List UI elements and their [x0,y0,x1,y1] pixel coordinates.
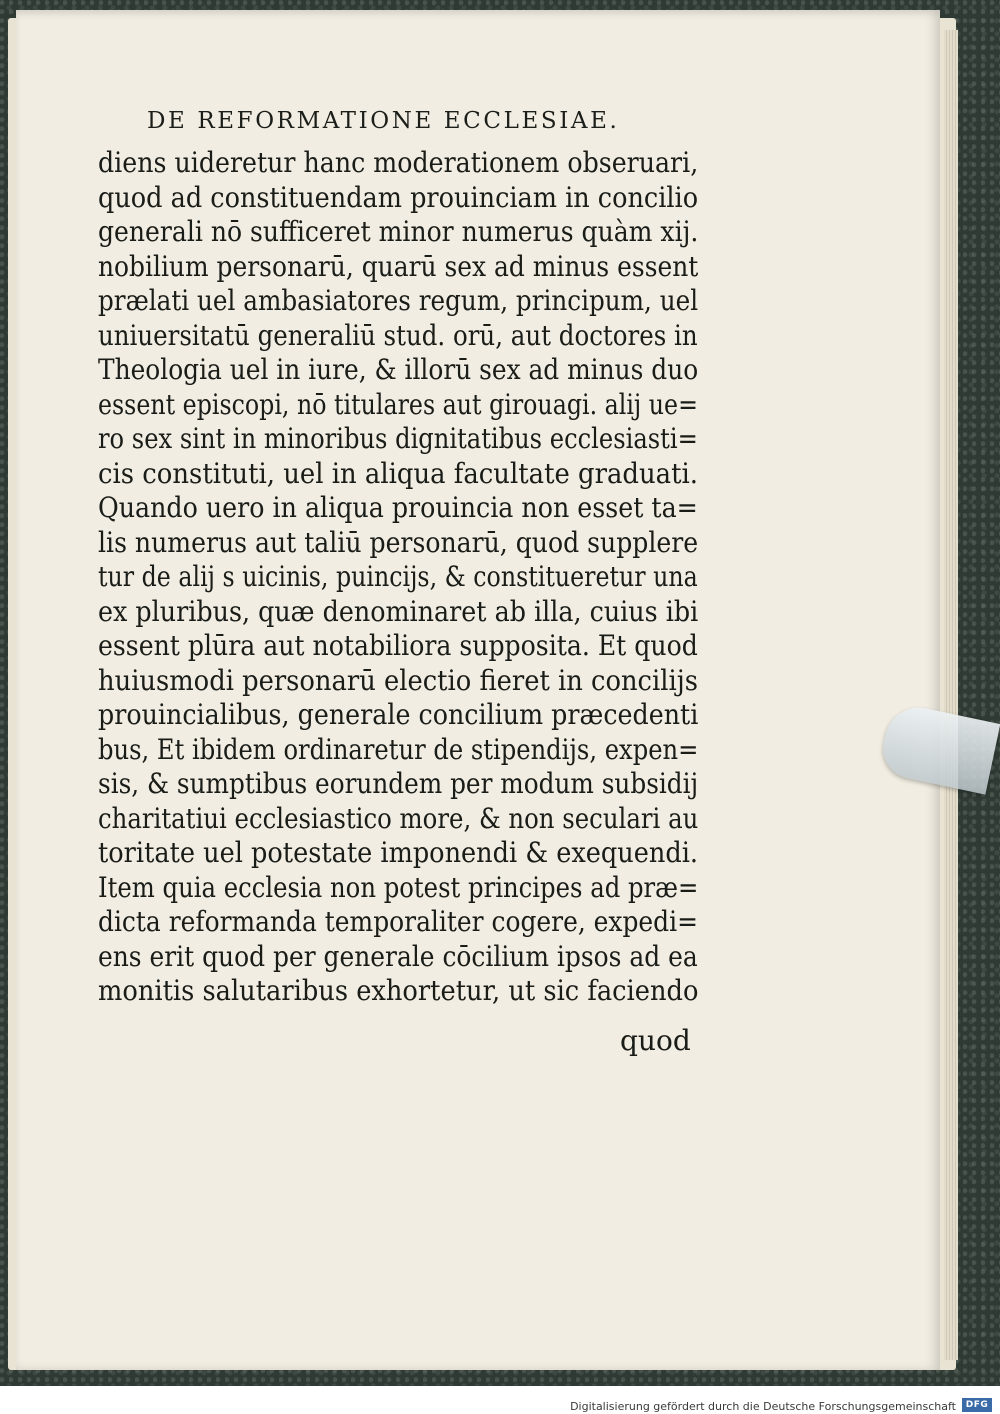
text-line: cis constituti, uel in aliqua facultate graduati. [98,456,699,490]
text-line: toritate uel potestate imponendi & exequendi. [98,836,699,869]
text-block [98,146,708,1009]
text-line: bus, Et ibidem ordinaretur de stipendijs, expen= [98,732,699,766]
text-line: Quando uero in aliqua prouincia non esset ta= [98,491,698,524]
text-line: generali nō sufficeret minor numerus quàm xij. [98,215,699,248]
text-line: essent plūra aut notabiliora supposita. Et quod [98,629,698,662]
text-line: ens erit quod per generale cōcilium ipsos ad ea [98,939,698,973]
text-line: huiusmodi personarū electio fieret in concilijs [98,663,698,697]
text-line: Theologia uel in iure, & illorū sex ad minus duo [98,353,699,386]
text-line: nobilium personarū, quarū sex ad minus essent [98,249,699,283]
text-line: ex pluribus, quæ denominaret ab illa, cuius ibi [98,594,699,628]
text-line: essent episcopi, nō titulares aut girouagi. alij ue= [98,387,698,421]
text-line: quod ad constituendam prouinciam in concilio [98,180,699,214]
text-line: monitis salutaribus exhortetur, ut sic faciendo [98,974,699,1007]
page-stack [944,30,958,1360]
footer-credit: Digitalisierung gefördert durch die Deutsche Forschungsgemeinschaft [570,1400,956,1413]
text-line: dicta reformanda temporaliter cogere, expedi= [98,905,698,938]
text-line: tur de alij s uicinis, puincijs, & constitueretur una [98,560,698,593]
text-line: diens uideretur hanc moderationem obseruari, [98,146,699,179]
text-line: ro sex sint in minoribus dignitatibus ecclesiasti= [98,422,698,455]
dfg-logo: DFG [962,1398,992,1412]
catchword: quod [620,1024,691,1057]
text-line: Item quia ecclesia non potest principes ad præ= [98,870,699,904]
running-head: DE REFORMATIONE ECCLESIAE. [147,108,620,134]
text-line: sis, & sumptibus eorundem per modum subsidij [98,767,699,800]
text-line: prælati uel ambasiatores regum, principum, uel [98,284,699,317]
text-line: lis numerus aut taliū personarū, quod supplere [98,525,699,559]
text-line: prouincialibus, generale concilium præcedenti [98,698,699,731]
text-line: charitatiui ecclesiastico more, & non seculari au [98,801,699,835]
text-line: uniuersitatū generaliū stud. orū, aut doctores in [98,318,698,352]
